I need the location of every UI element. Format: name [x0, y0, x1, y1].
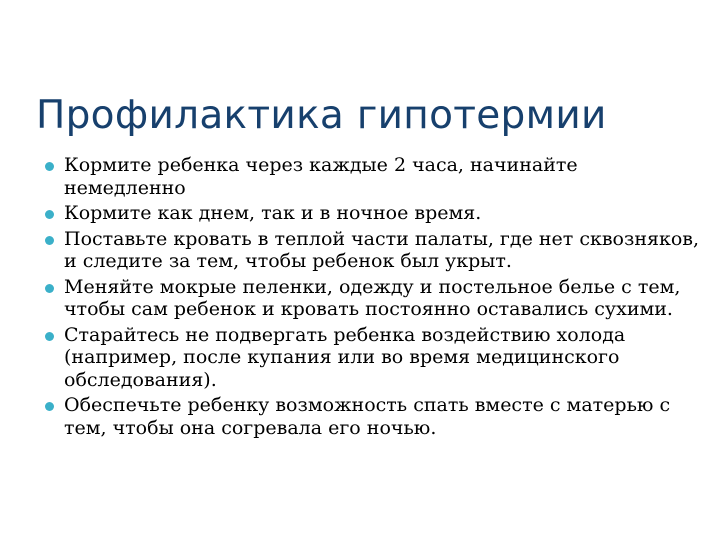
- bullet-text: Обеспечьте ребенку возможность спать вместе с матерью с тем, чтобы она согревала его ночью.: [64, 394, 671, 439]
- list-item: [40, 394, 700, 439]
- bullet-list: [40, 154, 700, 439]
- bullet-dot-icon: [45, 284, 54, 293]
- bullet-dot-icon: [45, 162, 54, 171]
- bullet-text: Кормите ребенка через каждые 2 часа, начинайте немедленно: [64, 154, 578, 199]
- bullet-dot-icon: [45, 236, 54, 245]
- bullet-text: Кормите как днем, так и в ночное время.: [64, 202, 482, 224]
- slide-title: Профилактика гипотермии: [36, 93, 607, 138]
- list-item: [40, 276, 700, 321]
- list-item: [40, 202, 700, 225]
- list-item: [40, 154, 700, 199]
- list-item: [40, 228, 700, 273]
- bullet-dot-icon: [45, 332, 54, 341]
- bullet-text: Меняйте мокрые пеленки, одежду и постельное белье с тем, чтобы сам ребенок и кровать постоянно оставались сухими.: [64, 275, 681, 320]
- bullet-dot-icon: [45, 210, 54, 219]
- bullet-text: Поставьте кровать в теплой части палаты, где нет сквозняков, и следите за тем, чтобы ребенок был укрыт.: [64, 227, 700, 272]
- list-item: [40, 324, 700, 392]
- bullet-text: Старайтесь не подвергать ребенка воздействию холода (например, после купания или во время медицинского обследования).: [64, 323, 626, 391]
- bullet-dot-icon: [45, 402, 54, 411]
